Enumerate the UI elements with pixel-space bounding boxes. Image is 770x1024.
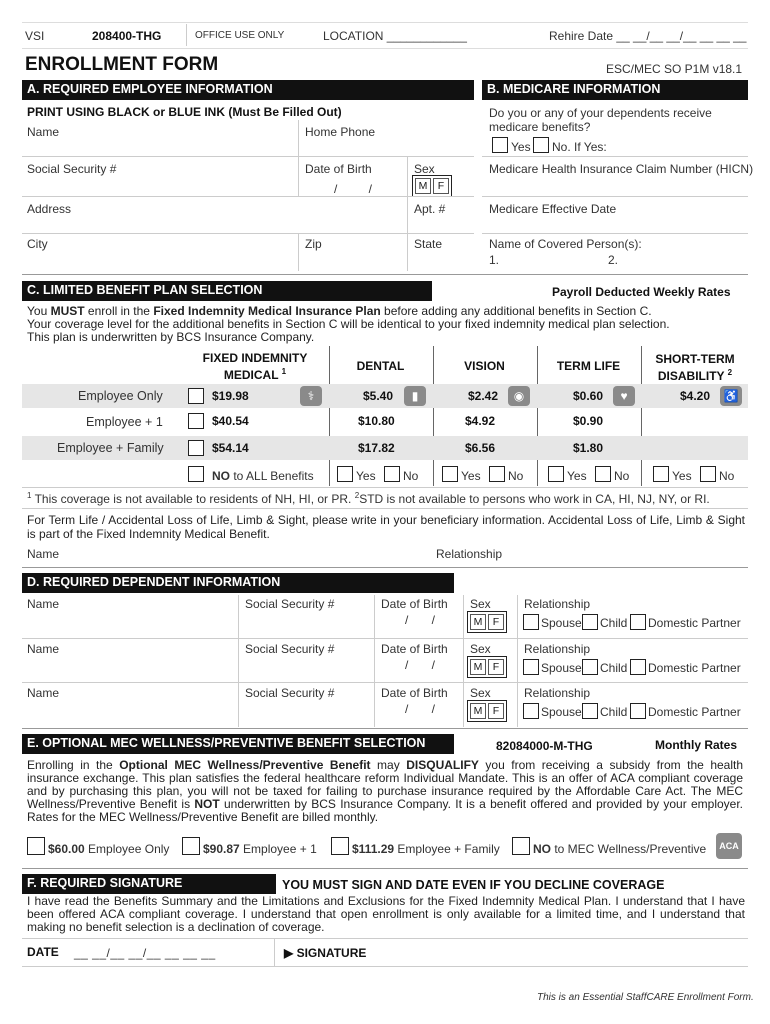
dependent-2-domestic-checkbox[interactable] [630,659,646,675]
term-no-label: No [614,469,630,483]
sex-f-option[interactable]: F [433,178,449,194]
covered-person-1-field[interactable]: 1. [489,253,500,267]
address-field[interactable]: Address [27,202,72,216]
term-life-note: For Term Life / Accidental Loss of Life, Limb & Sight, please write in your beneficiary information. Accidental Loss of Life, Limb & Sight is part of the Fixed Indemnity Medical Benefit. [27,513,745,541]
apt-field[interactable]: Apt. # [414,202,446,216]
dependent-1-child-label: Child [600,616,628,630]
dental-no-checkbox[interactable] [384,466,400,482]
page-title: ENROLLMENT FORM [25,54,219,75]
wheelchair-icon: ♿ [720,386,742,406]
dependent-3-dob-slashes: / / [405,702,436,716]
std-no-label: No [719,469,735,483]
mec-description: Enrolling in the Optional MEC Wellness/Preventive Benefit may DISQUALIFY you from receiving a subsidy from the health insurance exchange. This plan satisfies the federal healthcare reform Individual Mandate. This is an offer of ACA compliant coverage and by purchasing this plan, you will not be taxed for failing to purchase insurance required by the Affordable Care Act. The MEC Wellness/Preventive Benefit is NOT underwritten by BCS Insurance Company. It is a benefit offered and provided by your employer. Rates for the MEC Wellness/Preventive Benefit are billed monthly. [27,758,744,824]
col-term-life: TERM LIFE [556,359,621,373]
dependent-1-dob-slashes: / / [405,613,436,627]
dependent-1-name-field[interactable]: Name [27,597,60,611]
dependent-2-spouse-checkbox[interactable] [523,659,539,675]
dependent-3-dob-field[interactable]: Date of Birth [381,686,448,700]
no-to-all-checkbox[interactable] [188,466,204,482]
dental-employee-plus-one-rate: $10.80 [358,414,395,428]
zip-field[interactable]: Zip [305,237,322,251]
dependent-1-domestic-checkbox[interactable] [630,614,646,630]
mec-no-option: NO to MEC Wellness/Preventive [533,842,707,856]
dependent-3-name-field[interactable]: Name [27,686,60,700]
dependent-1-sex-selector[interactable] [467,611,507,633]
dependent-1-dob-field[interactable]: Date of Birth [381,597,448,611]
section-d-header: D. REQUIRED DEPENDENT INFORMATION [22,573,454,593]
dependent-1-sex-m[interactable]: M [470,614,486,630]
dependent-2-relationship-label: Relationship [524,642,591,656]
dental-no-label: No [403,469,419,483]
term-no-checkbox[interactable] [595,466,611,482]
fixed-employee-only-rate: $19.98 [212,389,249,403]
dependent-2-sex-m[interactable]: M [470,659,486,675]
location-field[interactable]: LOCATION ____________ [323,29,467,43]
medicare-question: Do you or any of your dependents receive medicare benefits? [489,106,712,134]
dependent-1-child-checkbox[interactable] [582,614,598,630]
std-yes-label: Yes [672,469,692,483]
fixed-employee-family-checkbox[interactable] [188,440,204,456]
vision-employee-plus-one-rate: $4.92 [465,414,496,428]
eye-icon: ◉ [508,386,530,406]
dependent-2-domestic-label: Domestic Partner [648,661,741,675]
section-e-header: E. OPTIONAL MEC WELLNESS/PREVENTIVE BENEFIT SELECTION [22,734,454,754]
vision-yes-label: Yes [461,469,481,483]
dependent-2-sex-f[interactable]: F [488,659,504,675]
section-f-header: F. REQUIRED SIGNATURE [22,874,276,894]
term-yes-checkbox[interactable] [548,466,564,482]
vision-no-label: No [508,469,524,483]
col-fixed-indemnity: FIXED INDEMNITY MEDICAL $^1$ [202,351,308,382]
home-phone-field[interactable]: Home Phone [305,125,376,139]
mec-no-checkbox[interactable] [512,837,530,855]
monthly-rates-label: Monthly Rates [655,738,738,752]
std-yes-checkbox[interactable] [653,466,669,482]
dental-employee-only-rate: $5.40 [363,389,394,403]
dependent-2-sex-selector[interactable] [467,656,507,678]
beneficiary-name-field[interactable]: Name [27,547,60,561]
section-c-intro: You MUST enroll in the Fixed Indemnity Medical Insurance Plan before adding any additional benefits in Section C. Your coverage level for the additional benefits in Section C will be identical to your fixed indemnity medical plan selection. This plan is underwritten by BCS Insurance Company. [27,304,670,344]
mec-employee-only-checkbox[interactable] [27,837,45,855]
rehire-date-field[interactable]: Rehire Date __ __/__ __/__ __ __ __ [549,29,747,43]
vsi-label: VSI [25,29,45,43]
mec-employee-family-option: $111.29 Employee + Family [352,842,500,856]
col-vision: VISION [464,359,505,373]
col-short-term-disability: SHORT-TERM DISABILITY $^2$ [655,352,735,383]
term-employee-plus-one-rate: $0.90 [573,414,604,428]
must-sign-notice: YOU MUST SIGN AND DATE EVEN IF YOU DECLINE COVERAGE [282,878,665,892]
dependent-3-child-label: Child [600,705,628,719]
heartbeat-icon: ♥ [613,386,635,406]
dependent-2-sex-label: Sex [470,642,491,656]
dependent-2-dob-slashes: / / [405,658,436,672]
covered-persons-label: Name of Covered Person(s): [489,237,642,251]
std-no-checkbox[interactable] [700,466,716,482]
dependent-3-child-checkbox[interactable] [582,703,598,719]
dob-field[interactable]: Date of Birth [305,162,372,176]
dependent-2-child-checkbox[interactable] [582,659,598,675]
medicare-yes-label: Yes [511,140,531,154]
mec-group-code: 82084000-M-THG [496,739,593,753]
dependent-1-spouse-checkbox[interactable] [523,614,539,630]
dependent-2-dob-field[interactable]: Date of Birth [381,642,448,656]
dental-yes-checkbox[interactable] [337,466,353,482]
section-b-header: B. MEDICARE INFORMATION [482,80,748,100]
fixed-employee-only-checkbox[interactable] [188,388,204,404]
beneficiary-relationship-field[interactable]: Relationship [436,547,503,561]
dependent-2-ssn-field[interactable]: Social Security # [245,642,335,656]
dental-yes-label: Yes [356,469,376,483]
medicare-no-checkbox[interactable] [533,137,549,153]
signature-field[interactable]: ▶ SIGNATURE [284,946,367,960]
dependent-3-sex-label: Sex [470,686,491,700]
term-yes-label: Yes [567,469,587,483]
dependent-3-domestic-label: Domestic Partner [648,705,741,719]
ssn-field[interactable]: Social Security # [27,162,117,176]
mec-employee-plus-one-option: $90.87 Employee + 1 [203,842,317,856]
date-field[interactable]: __ __/__ __/__ __ __ __ [74,946,216,960]
dependent-1-ssn-field[interactable]: Social Security # [245,597,335,611]
group-code: 208400-THG [92,29,162,43]
mec-employee-plus-one-checkbox[interactable] [182,837,200,855]
dependent-3-domestic-checkbox[interactable] [630,703,646,719]
tier-employee-family: Employee + Family [57,441,164,455]
play-arrow-icon: ▶ [284,946,294,960]
name-field[interactable]: Name [27,125,60,139]
state-field[interactable]: State [414,237,443,251]
dependent-1-domestic-label: Domestic Partner [648,616,741,630]
sex-m-option[interactable]: M [415,178,431,194]
tooth-icon: ▮ [404,386,426,406]
dental-employee-family-rate: $17.82 [358,441,395,455]
medicare-effective-date-field[interactable]: Medicare Effective Date [489,202,617,216]
city-field[interactable]: City [27,237,48,251]
dependent-2-child-label: Child [600,661,628,675]
medicare-yes-checkbox[interactable] [492,137,508,153]
dependent-2-spouse-label: Spouse [541,661,582,675]
fixed-employee-plus-one-rate: $40.54 [212,414,249,428]
tier-employee-only: Employee Only [78,389,163,403]
vision-employee-family-rate: $6.56 [465,441,496,455]
fixed-employee-family-rate: $54.14 [212,441,249,455]
section-c-header: C. LIMITED BENEFIT PLAN SELECTION [22,281,432,301]
dependent-3-ssn-field[interactable]: Social Security # [245,686,335,700]
weekly-rates-label: Payroll Deducted Weekly Rates [552,285,731,299]
dependent-3-sex-selector[interactable] [467,700,507,722]
mec-employee-only-option: $60.00 Employee Only [48,842,170,856]
date-label: DATE [27,945,59,959]
dependent-1-spouse-label: Spouse [541,616,582,630]
dob-slashes: / / [334,182,373,196]
signature-acknowledgement: I have read the Benefits Summary and the Limitations and Exclusions for the Fixed Indemnity Medical Plan. I understand that I have been offered ACA compliant coverage. I understand that open enrollment is only available for a limited time, and I understand that making no benefit selection is a declination of coverage. [27,894,745,934]
dependent-3-spouse-label: Spouse [541,705,582,719]
dependent-3-relationship-label: Relationship [524,686,591,700]
office-use-label: OFFICE USE ONLY [195,30,285,41]
stethoscope-icon: ⚕ [300,386,322,406]
dependent-3-sex-m[interactable]: M [470,703,486,719]
vision-employee-only-rate: $2.42 [468,389,499,403]
dependent-3-sex-f[interactable]: F [488,703,504,719]
footnotes: $^1$ This coverage is not available to residents of NH, HI, or PR. $^2$STD is not available to persons who work in CA, HI, NJ, NY, or RI. [27,491,710,506]
form-version: ESC/MEC SO P1M v18.1 [606,62,743,76]
dependent-1-sex-f[interactable]: F [488,614,504,630]
medicare-no-label: No. If Yes: [552,140,607,154]
term-employee-only-rate: $0.60 [573,389,604,403]
aca-badge-icon: ACA [716,833,742,859]
covered-person-2-field[interactable]: 2. [608,253,619,267]
tier-employee-plus-one: Employee + 1 [86,415,163,429]
dependent-1-sex-label: Sex [470,597,491,611]
no-to-all-label: NO to ALL Benefits [212,469,314,483]
ink-instruction: PRINT USING BLACK or BLUE INK (Must Be Filled Out) [27,105,342,119]
std-employee-only-rate: $4.20 [680,389,711,403]
dependent-3-spouse-checkbox[interactable] [523,703,539,719]
dependent-2-name-field[interactable]: Name [27,642,60,656]
mec-employee-family-checkbox[interactable] [331,837,349,855]
section-a-header: A. REQUIRED EMPLOYEE INFORMATION [22,80,474,100]
dependent-1-relationship-label: Relationship [524,597,591,611]
vision-yes-checkbox[interactable] [442,466,458,482]
sex-label: Sex [414,162,435,176]
sex-selector[interactable] [412,175,452,197]
footer-note: This is an Essential StaffCARE Enrollment Form. [537,992,754,1003]
hicn-field[interactable]: Medicare Health Insurance Claim Number (HICN) [489,162,754,176]
fixed-employee-plus-one-checkbox[interactable] [188,413,204,429]
term-employee-family-rate: $1.80 [573,441,604,455]
col-dental: DENTAL [356,359,405,373]
vision-no-checkbox[interactable] [489,466,505,482]
